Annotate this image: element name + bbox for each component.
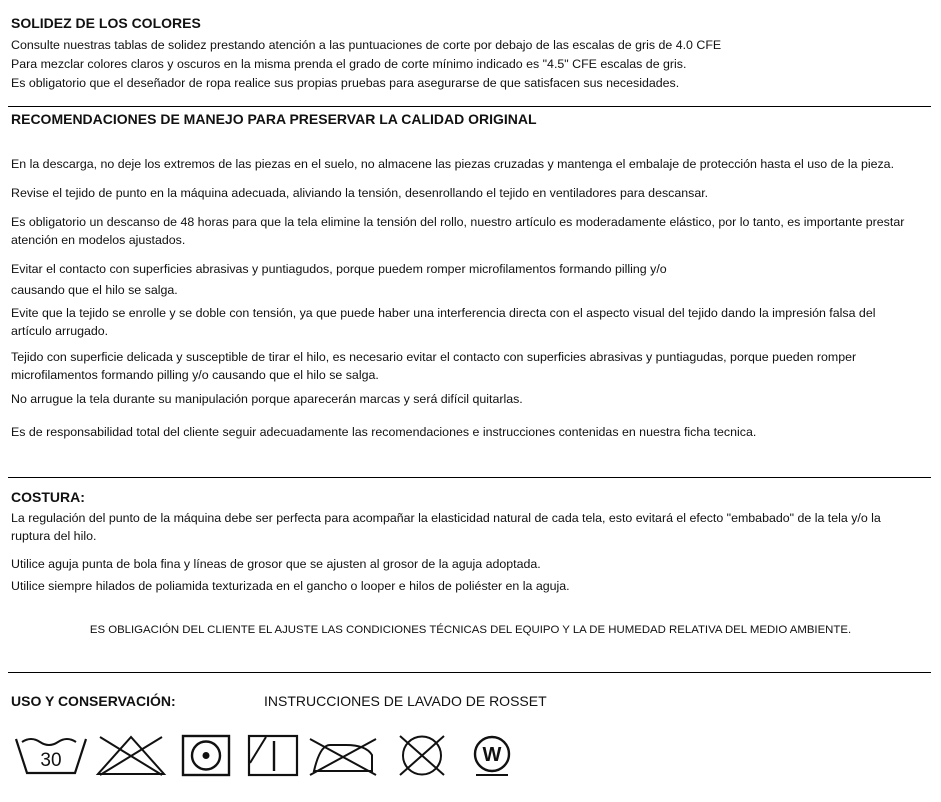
solidez-line-2: Para mezclar colores claros y oscuros en la misma prenda el grado de corte mínimo indicado es "4.5" CFE escalas de gris.: [11, 57, 687, 71]
divider: [8, 672, 931, 673]
costura-paragraph: La regulación del punto de la máquina debe ser perfecta para acompañar la elasticidad natural de cada tela, esto evitará el efecto "embabado" de la tela y/o la ruptura del hilo.: [11, 511, 881, 543]
section-title-uso: USO Y CONSERVACIÓN:: [11, 693, 176, 709]
costura-paragraph: Utilice siempre hilados de poliamida texturizada en el gancho o looper e hilos de poliéster en la aguja.: [11, 579, 570, 593]
line-dry-icon: [246, 733, 300, 778]
manejo-paragraph: Es de responsabilidad total del cliente seguir adecuadamente las recomendaciones e instrucciones contenidas en nuestra ficha tecnica.: [11, 425, 757, 439]
wet-clean-icon: [466, 733, 518, 778]
costura-notice: ES OBLIGACIÓN DEL CLIENTE EL AJUSTE LAS CONDICIONES TÉCNICAS DEL EQUIPO Y LA DE HUMEDAD RELATIVA DEL MEDIO AMBIENTE.: [89, 624, 852, 636]
manejo-paragraph: En la descarga, no deje los extremos de las piezas en el suelo, no almacene las piezas cruzadas y mantenga el embalaje de protección hasta el uso de la pieza.: [11, 157, 895, 171]
manejo-paragraph: Evitar el contacto con superficies abrasivas y puntiagudos, porque puedem romper microfilamentos formando pilling y/o: [11, 262, 667, 276]
wet-clean-letter: W: [482, 744, 502, 766]
manejo-paragraph: Tejido con superficie delicada y susceptible de tirar el hilo, es necesario evitar el contacto con superficies abrasivas y puntiagudas, porque pueden romper microfilamentos formando pilling y/o causando que el hilo se salga.: [11, 350, 857, 382]
solidez-line-1: Consulte nuestras tablas de solidez prestando atención a las puntuaciones de corte por debajo de las escalas de gris de 4.0 CFE: [11, 38, 722, 52]
manejo-paragraph: Es obligatorio un descanso de 48 horas para que la tela elimine la tensión del rollo, nuestro artículo es moderadamente elástico, por lo tanto, es importante prestar atención en modelos ajustados.: [11, 215, 905, 247]
do-not-bleach-icon: [94, 733, 168, 778]
care-symbols: [14, 733, 534, 778]
manejo-paragraph: Evite que la tejido se enrolle y se doble con tensión, ya que puede haber una interferencia directa con el aspecto visual del tejido dando la impresión falsa del artículo arrugado.: [11, 306, 876, 338]
tumble-dry-low-icon: [180, 733, 232, 778]
divider: [8, 106, 931, 107]
manejo-paragraph: Revise el tejido de punto en la máquina adecuada, aliviando la tensión, desenrollando el tejido en ventiladores para descansar.: [11, 186, 709, 200]
washing-instructions-label: INSTRUCCIONES DE LAVADO DE ROSSET: [264, 693, 547, 709]
do-not-dry-clean-icon: [390, 733, 454, 778]
section-title-costura: COSTURA:: [11, 489, 85, 505]
divider: [8, 477, 931, 478]
do-not-iron-icon: [306, 733, 380, 778]
section-title-manejo: RECOMENDACIONES DE MANEJO PARA PRESERVAR LA CALIDAD ORIGINAL: [11, 111, 537, 127]
manejo-paragraph: causando que el hilo se salga.: [11, 283, 178, 297]
section-title-solidez: SOLIDEZ DE LOS COLORES: [11, 15, 201, 31]
manejo-paragraph: No arrugue la tela durante su manipulación porque aparecerán marcas y será difícil quitarlas.: [11, 392, 523, 406]
costura-paragraph: Utilice aguja punta de bola fina y líneas de grosor que se ajusten al grosor de la aguja adoptada.: [11, 557, 541, 571]
wash-30-icon: [14, 733, 88, 778]
wash-temperature: 30: [40, 750, 62, 771]
solidez-line-3: Es obligatorio que el deseñador de ropa realice sus propias pruebas para asegurarse de que satisfacen sus necesidades.: [11, 76, 680, 90]
